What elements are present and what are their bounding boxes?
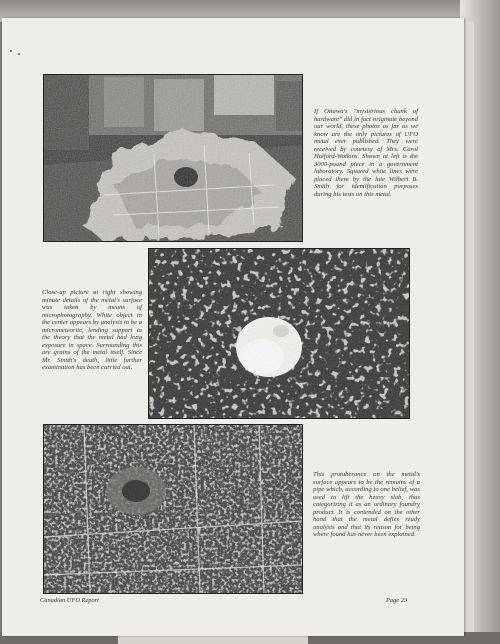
page-number: Page 23 (386, 597, 408, 604)
caption-ottawa-hardware: If Ottawa's "mysterious chunk of hardware" did in fact originate beyond our world, these photos as far as we know are the only pictures of UFO metal ever published. They were received by courtesy of Mrs. Carol Halford-Watkins. Shown at left is the 3000-pound piece in a government laboratory. Squared white lines were placed there by the late Wilbert B. Smith for identification purposes during his tests on this metal. (314, 108, 418, 198)
speck (18, 53, 20, 55)
caption-microphotography: Close-up picture at right showing minute details of the metal's surface was taken by means of microphotography. White object in the center appears by analysis to be a micrometeorite, lending support to the theory that the metal had long exposure in space. Surrounding this are grains of the metal itself. Since Mr. Smith's death, little further examination has been carried out. (42, 289, 142, 371)
photo-microphotograph-surface (148, 248, 410, 419)
page-edge (464, 22, 474, 636)
photo-protuberance-pipe (43, 424, 303, 594)
caption-protuberance: This protuberance on the metal's surface appears to be the remains of a pipe which, according to one belief, was used to lift the heavy slab, thus categorizing it as an ordinary foundry product. It is contended on the other hand that the metal defies ready analysis and that its reason for being where found has never been explained. (313, 471, 420, 538)
next-page-edge (118, 636, 308, 644)
publication-name: Canadian UFO Report (40, 597, 99, 604)
speck (10, 50, 12, 52)
photo-metal-chunk-laboratory (43, 74, 303, 242)
